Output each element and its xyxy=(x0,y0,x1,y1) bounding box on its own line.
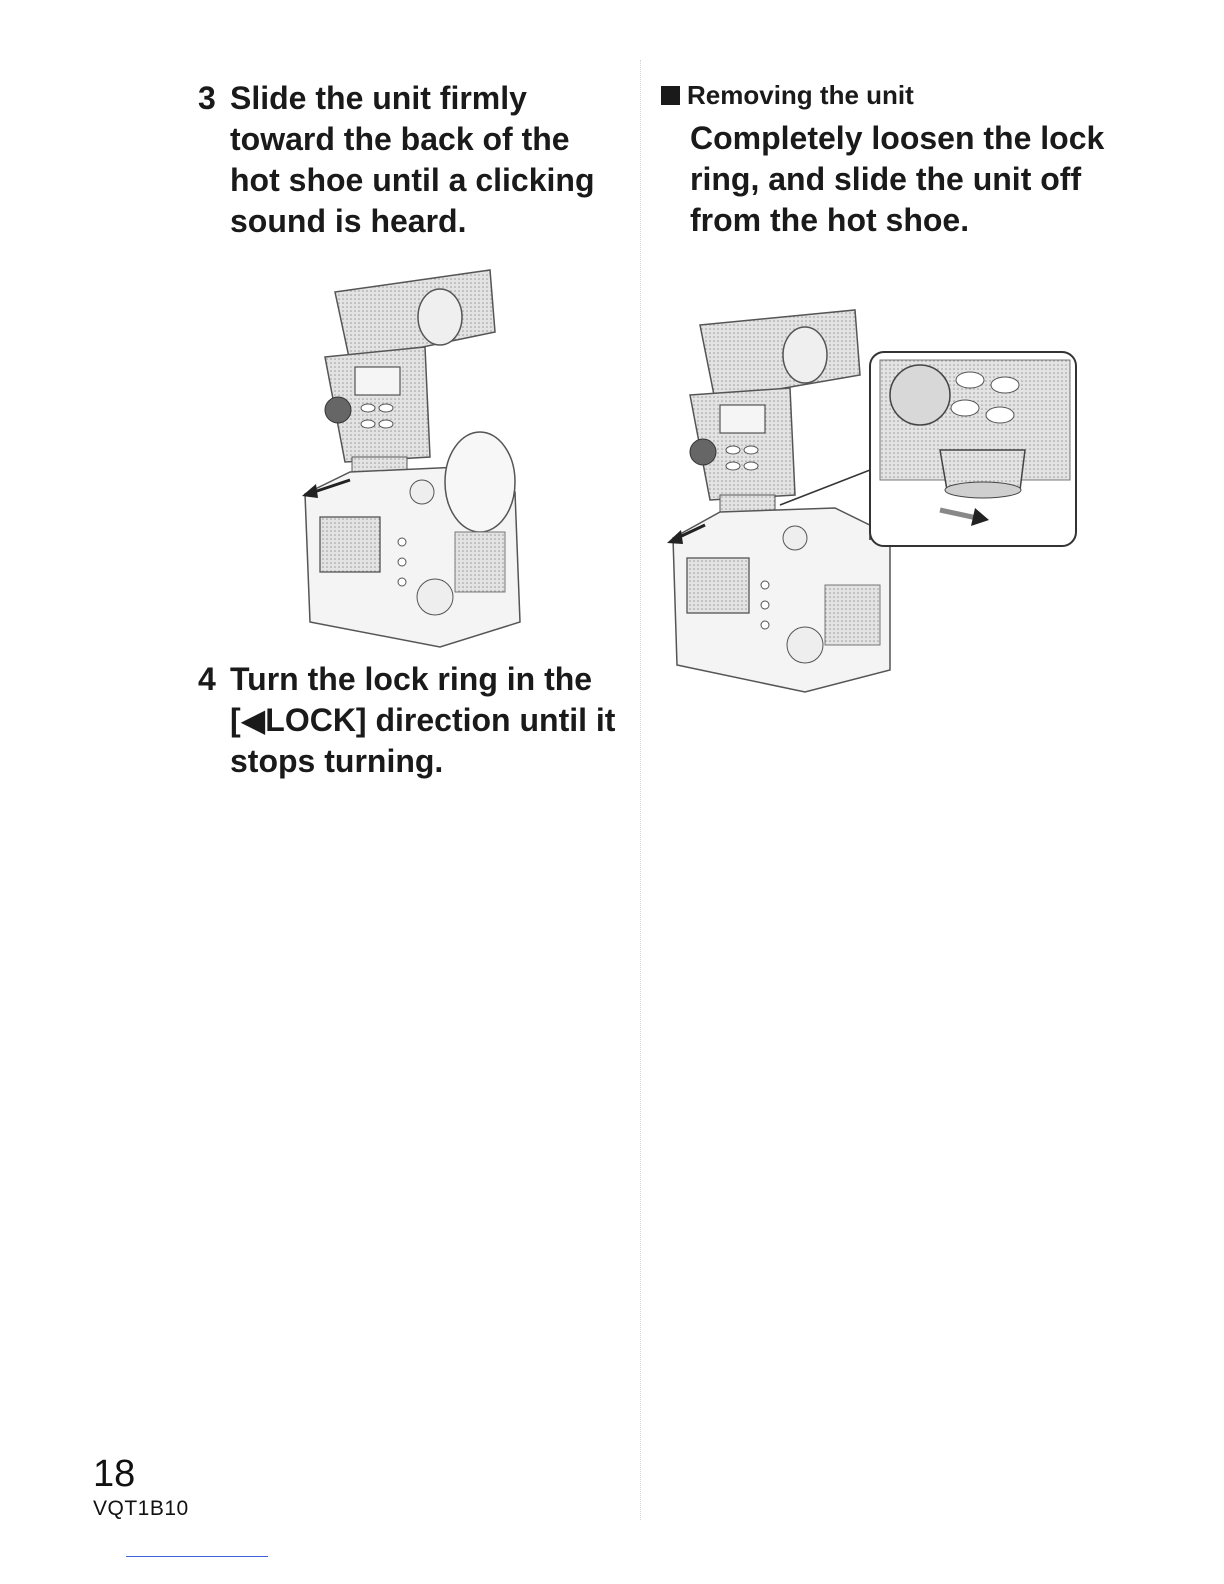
flash-mounting-illustration xyxy=(290,262,540,652)
column-divider xyxy=(640,60,641,1520)
removing-instruction: Completely loosen the lock ring, and slide the unit off from the hot shoe. xyxy=(690,120,1105,238)
document-code: VQT1B10 xyxy=(93,1497,189,1520)
flash-removal-illustration xyxy=(665,300,1085,695)
step-3 xyxy=(198,78,628,248)
step-4-text: Turn the lock ring in the [◀LOCK] direction until it stops turning. xyxy=(230,661,616,779)
link-underline xyxy=(126,1556,268,1557)
bullet-square-icon xyxy=(661,86,680,105)
step-4-number: 4 xyxy=(198,661,216,697)
step-4 xyxy=(198,659,628,789)
removing-heading-text: Removing the unit xyxy=(687,80,914,110)
step-3-number: 3 xyxy=(198,80,216,116)
page-number: 18 xyxy=(93,1453,136,1495)
step-3-text: Slide the unit firmly toward the back of the hot shoe until a clicking sound is heard. xyxy=(230,80,595,239)
removing-section-heading xyxy=(661,80,914,111)
